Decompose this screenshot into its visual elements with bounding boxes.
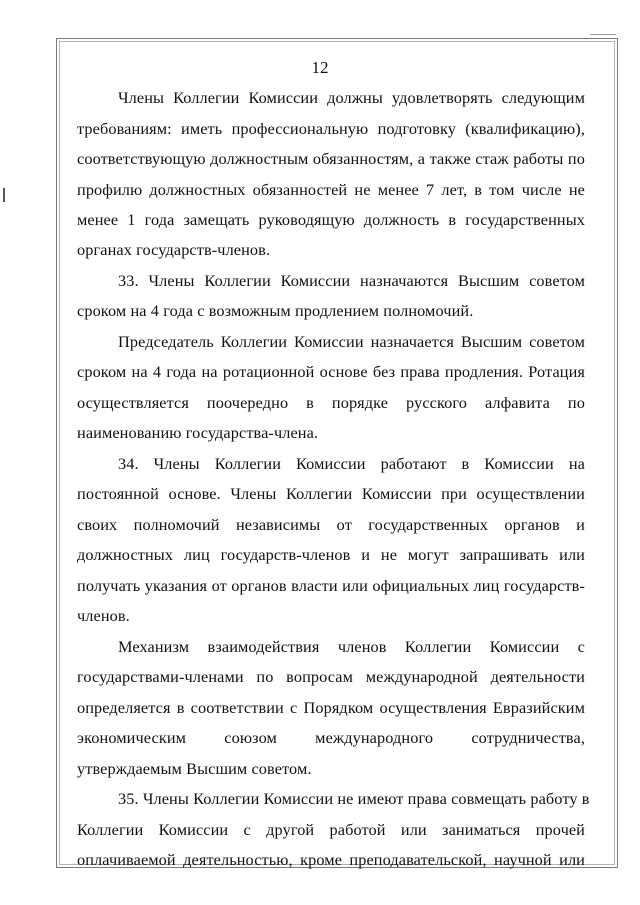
- page-number: 12: [311, 58, 329, 77]
- text-line: получать указания от органов власти или официальных лиц государств-: [77, 576, 585, 595]
- text-line: менее 1 года замещать руководящую должность в государственных: [77, 210, 585, 229]
- text-line: постоянной основе. Члены Коллегии Комиссии при осуществлении: [77, 484, 585, 503]
- text-line: наименованию государства-члена.: [77, 423, 319, 442]
- text-line: Коллегии Комиссии с другой работой или заниматься прочей: [77, 820, 585, 839]
- text-line: профилю должностных обязанностей не менее 7 лет, в том числе не: [77, 180, 585, 199]
- text-line: органах государств-членов.: [77, 240, 271, 259]
- border-mark: [590, 34, 616, 39]
- text-line: членов.: [77, 606, 130, 625]
- text-line: Председатель Коллегии Комиссии назначается Высшим советом: [118, 332, 585, 351]
- text-line: соответствующую должностным обязанностям, а также стаж работы по: [77, 149, 585, 168]
- text-line: Члены Коллегии Комиссии должны удовлетворять следующим: [118, 88, 585, 107]
- text-line: 33. Члены Коллегии Комиссии назначаются Высшим советом: [118, 271, 585, 290]
- text-line: определяется в соответствии с Порядком осуществления Евразийским: [77, 698, 585, 717]
- text-line: своих полномочий независимы от государственных органов и: [77, 515, 585, 534]
- text-line: должностных лиц государств-членов и не могут запрашивать или: [77, 545, 585, 564]
- text-line: 34. Члены Коллегии Комиссии работают в Комиссии на: [118, 454, 585, 473]
- text-line: осуществляется поочередно в порядке русского алфавита по: [77, 393, 585, 412]
- margin-mark: [3, 188, 5, 202]
- text-line: сроком на 4 года с возможным продлением полномочий.: [77, 301, 474, 320]
- text-line: оплачиваемой деятельностью, кроме преподавательской, научной или: [77, 850, 585, 869]
- text-line: 35. Члены Коллегии Комиссии не имеют права совмещать работу в: [118, 789, 590, 808]
- text-line: государствами-членами по вопросам международной деятельности: [77, 667, 585, 686]
- text-line: Механизм взаимодействия членов Коллегии Комиссии с: [118, 637, 585, 656]
- text-line: утверждаемым Высшим советом.: [77, 759, 312, 778]
- text-line: требованиям: иметь профессиональную подготовку (квалификацию),: [77, 119, 585, 138]
- text-line: экономическим союзом международного сотрудничества,: [77, 728, 585, 747]
- text-line: сроком на 4 года на ротационной основе без права продления. Ротация: [77, 362, 585, 381]
